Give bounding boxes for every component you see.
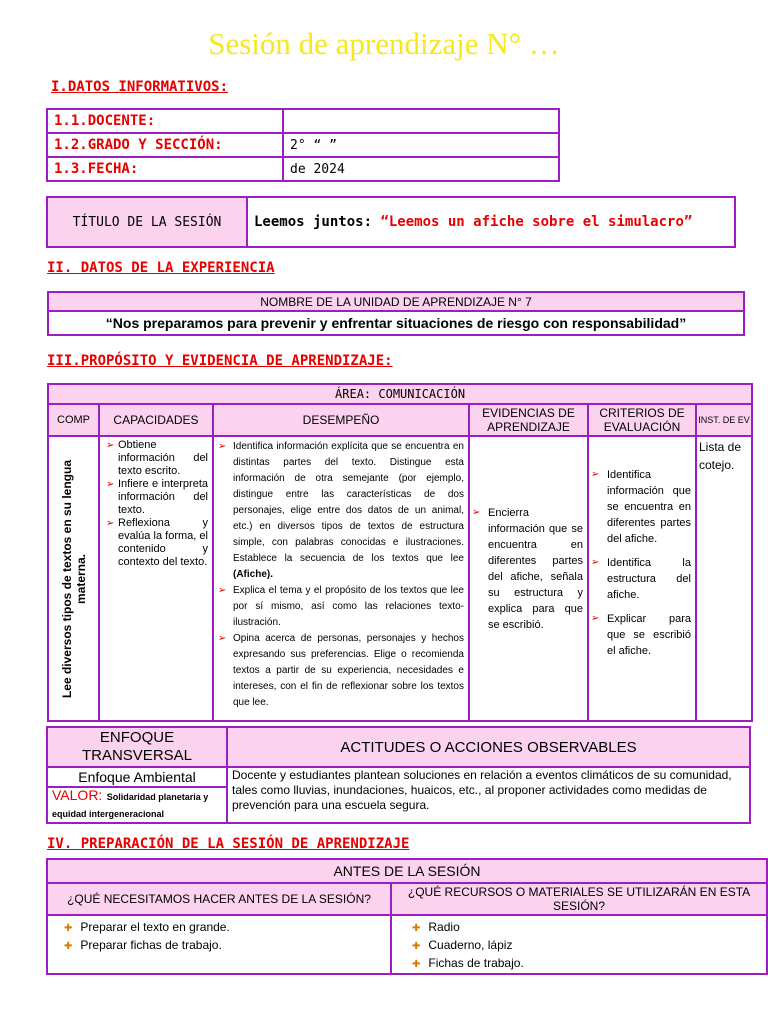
instrumento-cell: Lista de cotejo.	[696, 436, 752, 721]
session-title-value	[247, 197, 735, 247]
bullet-icon: ✚	[64, 923, 73, 934]
enfoque-header: ENFOQUE TRANSVERSAL	[47, 727, 227, 767]
list-item: ✚ Preparar fichas de trabajo.	[64, 938, 222, 952]
unit-name: “Nos preparamos para prevenir y enfrentar situaciones de riesgo con responsabilidad”	[48, 311, 744, 335]
enfoque-name: Enfoque Ambiental	[47, 767, 227, 787]
capacidad-item: ➢ Infiere e interpreta información del texto.	[106, 478, 208, 516]
section-4-heading: IV. PREPARACIÓN DE LA SESIÓN DE APRENDIZAJE	[47, 836, 410, 852]
list-item: ✚ Radio	[412, 920, 460, 934]
capacidades-cell	[99, 436, 213, 721]
session-title-table	[46, 196, 736, 248]
criterio-item: ➢ Identifica la estructura del afiche.	[591, 557, 691, 601]
col2-list	[391, 915, 767, 974]
col2-header: ¿QUÉ RECURSOS O MATERIALES SE UTILIZARÁN EN ESTA SESIÓN?	[391, 883, 767, 915]
col1-header: ¿QUÉ NECESITAMOS HACER ANTES DE LA SESIÓN?	[47, 883, 391, 915]
bullet-icon: ✚	[412, 959, 421, 970]
bullet-icon: ✚	[64, 941, 73, 952]
datos-informativos-table	[46, 108, 560, 182]
header-evidencias: EVIDENCIAS DE APRENDIZAJE	[469, 404, 588, 436]
list-item: ✚ Cuaderno, lápiz	[412, 938, 513, 952]
session-title-quote: “Leemos un afiche sobre el simulacro”	[380, 214, 693, 230]
actitudes-header: ACTITUDES O ACCIONES OBSERVABLES	[227, 727, 750, 767]
valor-cell	[47, 787, 227, 823]
area-label: ÁREA: COMUNICACIÓN	[48, 384, 752, 404]
desempeno-cell	[213, 436, 469, 721]
grado-label: 1.2.GRADO Y SECCIÓN:	[47, 133, 283, 157]
enfoque-table	[46, 726, 751, 824]
fecha-label: 1.3.FECHA:	[47, 157, 283, 181]
criterios-cell	[588, 436, 696, 721]
header-criterios: CRITERIOS DE EVALUACIÓN	[588, 404, 696, 436]
section-2-heading: II. DATOS DE LA EXPERIENCIA	[47, 260, 275, 276]
unit-label: NOMBRE DE LA UNIDAD DE APRENDIZAJE N° 7	[48, 292, 744, 311]
section-1-heading: I.DATOS INFORMATIVOS:	[51, 79, 229, 95]
evidencia-cell	[469, 436, 588, 721]
docente-label: 1.1.DOCENTE:	[47, 109, 283, 133]
section-3-heading: III.PROPÓSITO Y EVIDENCIA DE APRENDIZAJE:	[47, 353, 393, 369]
bullet-icon: ✚	[412, 941, 421, 952]
list-item: ✚ Fichas de trabajo.	[412, 956, 524, 970]
valor-text: Solidaridad planetaria y equidad intergeneracional	[52, 792, 209, 819]
session-title-label: TÍTULO DE LA SESIÓN	[47, 197, 247, 247]
col1-list	[47, 915, 391, 974]
valor-label: VALOR:	[52, 787, 103, 803]
capacidad-item: ➢ Obtiene información del texto escrito.	[106, 439, 208, 477]
header-capacidades: CAPACIDADES	[99, 404, 213, 436]
header-instrumento: INST. DE EV	[696, 404, 752, 436]
header-desempeno: DESEMPEÑO	[213, 404, 469, 436]
desempeno-item: ➢ Explica el tema y el propósito de los textos que lee por sí mismo, así como las relaciones texto-ilustración.	[218, 585, 464, 628]
grado-value: 2° “ ”	[283, 133, 559, 157]
antes-header: ANTES DE LA SESIÓN	[47, 859, 767, 883]
criterio-item: ➢ Explicar para que se escribió el afiche.	[591, 613, 691, 657]
fecha-value: de 2024	[283, 157, 559, 181]
desempeno-item: ➢ Opina acerca de personas, personajes y hechos expresando sus preferencias. Elige o recomienda textos a partir de su experiencia, necesidades e intereses, con el fin de reflexionar sobre los textos que lee.	[218, 633, 464, 708]
header-comp: COMP	[48, 404, 99, 436]
capacidad-item: ➢ Reflexiona y evalúa la forma, el contenido y contexto del texto.	[106, 517, 208, 568]
competencia-text: Lee diversos tipos de textos en su lengua materna.	[59, 459, 88, 698]
desempeno-item: ➢ Identifica información explícita que se encuentra en distintas partes del texto. Distingue esta información de otra semejante (por ejemplo, distingue entre las características de dos personajes, elige entre dos datos de un animal, etc.) en diversos tipos de textos de estructura simple, con palabras conocidas e ilustraciones. Establece la secuencia de los textos que lee (Afiche).	[218, 441, 464, 580]
competencia-cell	[48, 436, 99, 721]
docente-value	[283, 109, 559, 133]
bullet-icon: ✚	[412, 923, 421, 934]
proposito-table	[47, 383, 753, 722]
criterio-item: ➢ Identifica información que se encuentra en diferentes partes del afiche.	[591, 469, 691, 545]
evidencia-item: ➢ Encierra información que se encuentra en diferentes partes del afiche, señala su estructura y explica para que se escribió.	[472, 507, 583, 631]
page-title: Sesión de aprendizaje N° …	[208, 26, 560, 61]
list-item: ✚ Preparar el texto en grande.	[64, 920, 230, 934]
preparacion-table	[46, 858, 768, 975]
session-title-prefix: Leemos juntos:	[254, 214, 373, 230]
unidad-table	[47, 291, 745, 336]
actitud-text: Docente y estudiantes plantean soluciones en relación a eventos climáticos de su comunidad, tales como lluvias, inundaciones, huaicos, etc., al proponer actividades como medidas de prevención para una escuela segura.	[227, 767, 750, 823]
